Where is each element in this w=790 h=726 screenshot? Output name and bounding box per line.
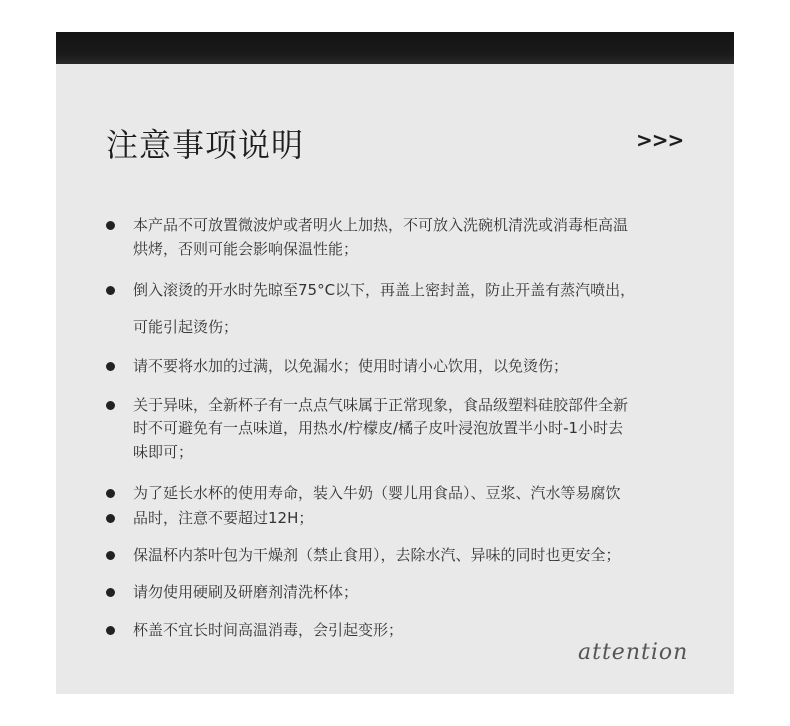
notice-card (56, 32, 734, 694)
note-text: 请不要将水加的过满，以免漏水；使用时请小心饮用，以免烫伤； (133, 357, 569, 375)
note-text: 请勿使用硬刷及研磨剂清洗杯体； (133, 583, 359, 601)
bullet-icon (106, 489, 115, 498)
page-title: 注意事项说明 (106, 126, 305, 164)
note-text: 保温杯内茶叶包为干燥剂（禁止食用），去除水汽、异味的同时也更安全； (133, 546, 621, 564)
note-text: 本产品不可放置微波炉或者明火上加热，不可放入洗碗机清洗或消毒柜高温 (133, 216, 629, 234)
bullet-icon (106, 551, 115, 560)
note-text: 烘烤，否则可能会影响保温性能； (133, 240, 359, 258)
note-text: 味即可； (133, 443, 194, 461)
arrow-icon: >>> (636, 128, 684, 152)
signature-text: attention (578, 640, 689, 665)
note-text: 可能引起烫伤； (133, 318, 239, 336)
note-text: 时不可避免有一点味道，用热水/柠檬皮/橘子皮叶浸泡放置半小时-1小时去 (133, 419, 624, 437)
bullet-icon (106, 514, 115, 523)
bullet-icon (106, 221, 115, 230)
note-text: 关于异味，全新杯子有一点点气味属于正常现象，食品级塑料硅胶部件全新 (133, 396, 629, 414)
note-text: 杯盖不宜长时间高温消毒，会引起变形； (133, 621, 404, 639)
bullet-icon (106, 626, 115, 635)
note-text: 品时，注意不要超过12H； (133, 509, 314, 527)
bullet-icon (106, 401, 115, 410)
note-text: 倒入滚烫的开水时先晾至75°C以下，再盖上密封盖，防止开盖有蒸汽喷出， (133, 281, 636, 299)
top-dark-band (56, 32, 734, 64)
bullet-icon (106, 362, 115, 371)
bullet-icon (106, 286, 115, 295)
note-text: 为了延长水杯的使用寿命，装入牛奶（婴儿用食品）、豆浆、汽水等易腐饮 (133, 484, 621, 502)
bullet-icon (106, 588, 115, 597)
